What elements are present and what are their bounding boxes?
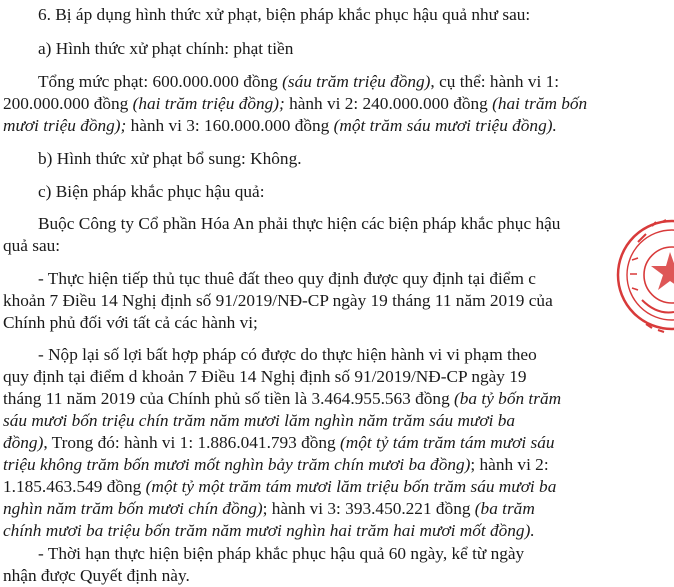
- measure-2-line-2: quy định tại điểm d khoản 7 Điều 14 Nghị định số 91/2019/NĐ-CP ngày 19: [3, 367, 527, 386]
- measure-1-line-1: - Thực hiện tiếp thủ tục thuê đất theo quy định được quy định tại điểm c: [38, 269, 536, 288]
- measure-2-line-8: nghìn năm trăm bốn mươi chín đồng); hành vi 3: 393.450.221 đồng (ba trăm: [3, 499, 535, 518]
- measure-2-line-6: triệu không trăm bốn mươi mốt nghìn bảy trăm chín mươi ba đồng); hành vi 2:: [3, 455, 549, 474]
- measure-2-line-4: sáu mươi bốn triệu chín trăm năm mươi lăm nghìn năm trăm sáu mươi ba: [3, 411, 515, 430]
- fine-line-3: mươi triệu đồng); hành vi 3: 160.000.000 đồng (một trăm sáu mươi triệu đồng).: [3, 116, 557, 135]
- measure-3-line-1: - Thời hạn thực hiện biện pháp khắc phục hậu quả 60 ngày, kể từ ngày: [38, 544, 525, 563]
- section-6-title: 6. Bị áp dụng hình thức xử phạt, biện pháp khắc phục hậu quả như sau:: [38, 5, 531, 24]
- measure-1-line-2: khoản 7 Điều 14 Nghị định số 91/2019/NĐ-CP ngày 19 tháng 11 năm 2019 của: [3, 291, 553, 310]
- remedy-intro-line-2: quả sau:: [3, 236, 61, 255]
- measure-3-line-2: nhận được Quyết định này.: [3, 566, 190, 585]
- measure-2-line-5: đồng), Trong đó: hành vi 1: 1.886.041.793 đồng (một tỷ tám trăm tám mươi sáu: [3, 433, 555, 452]
- fine-line-1: Tổng mức phạt: 600.000.000 đồng (sáu trăm triệu đồng), cụ thể: hành vi 1:: [38, 72, 560, 91]
- item-a-label: a) Hình thức xử phạt chính: phạt tiền: [38, 39, 294, 58]
- measure-2-line-9: chính mươi ba triệu bốn trăm năm mươi nghìn hai trăm hai mươi mốt đồng).: [3, 521, 535, 540]
- measure-1-line-3: Chính phủ đối với tất cả các hành vi;: [3, 313, 258, 332]
- remedy-intro-line-1: Buộc Công ty Cổ phần Hóa An phải thực hiện các biện pháp khắc phục hậu: [38, 214, 561, 233]
- measure-2-line-1: - Nộp lại số lợi bất hợp pháp có được do thực hiện hành vi vi phạm theo: [38, 345, 537, 364]
- measure-2-line-3: tháng 11 năm 2019 của Chính phủ số tiền là 3.464.955.563 đồng (ba tỷ bốn trăm: [3, 389, 562, 408]
- fine-line-2: 200.000.000 đồng (hai trăm triệu đồng); hành vi 2: 240.000.000 đồng (hai trăm bốn: [3, 94, 588, 113]
- item-c-label: c) Biện pháp khắc phục hậu quả:: [38, 182, 265, 201]
- measure-2-line-7: 1.185.463.549 đồng (một tỷ một trăm tám mươi lăm triệu bốn trăm sáu mươi ba: [3, 477, 557, 496]
- red-seal-icon: [612, 200, 674, 350]
- item-b-label: b) Hình thức xử phạt bổ sung: Không.: [38, 149, 302, 168]
